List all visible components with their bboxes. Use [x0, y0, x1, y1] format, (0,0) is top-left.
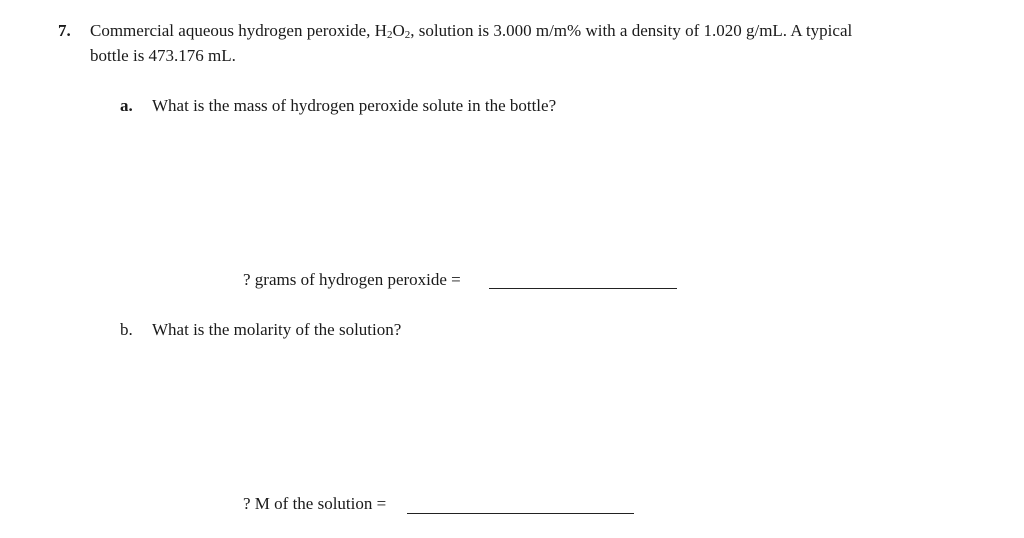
oxygen-symbol: O: [392, 21, 405, 40]
question-text-start: Commercial aqueous hydrogen peroxide, H: [90, 21, 387, 40]
part-b-answer-label: ? M of the solution =: [243, 494, 387, 513]
part-a-answer-label: ? grams of hydrogen peroxide =: [243, 270, 461, 289]
part-b-prompt: What is the molarity of the solution?: [152, 320, 402, 339]
question-number: 7.: [58, 21, 71, 40]
subscript-2-oxygen: 2: [404, 29, 411, 41]
part-a-answer-blank[interactable]: [489, 288, 677, 289]
question-text-line-1: [90, 21, 852, 41]
part-b-label: b.: [120, 320, 133, 339]
question-text-end: , solution is 3.000 m/m% with a density of 1.020 g/mL. A typical: [410, 21, 853, 40]
part-a-label: a.: [120, 96, 133, 115]
part-a-prompt: What is the mass of hydrogen peroxide solute in the bottle?: [152, 96, 557, 115]
question-text-line-2: bottle is 473.176 mL.: [90, 46, 236, 65]
part-b-answer-blank[interactable]: [407, 513, 634, 514]
subscript-2-hydrogen: 2: [386, 29, 393, 41]
